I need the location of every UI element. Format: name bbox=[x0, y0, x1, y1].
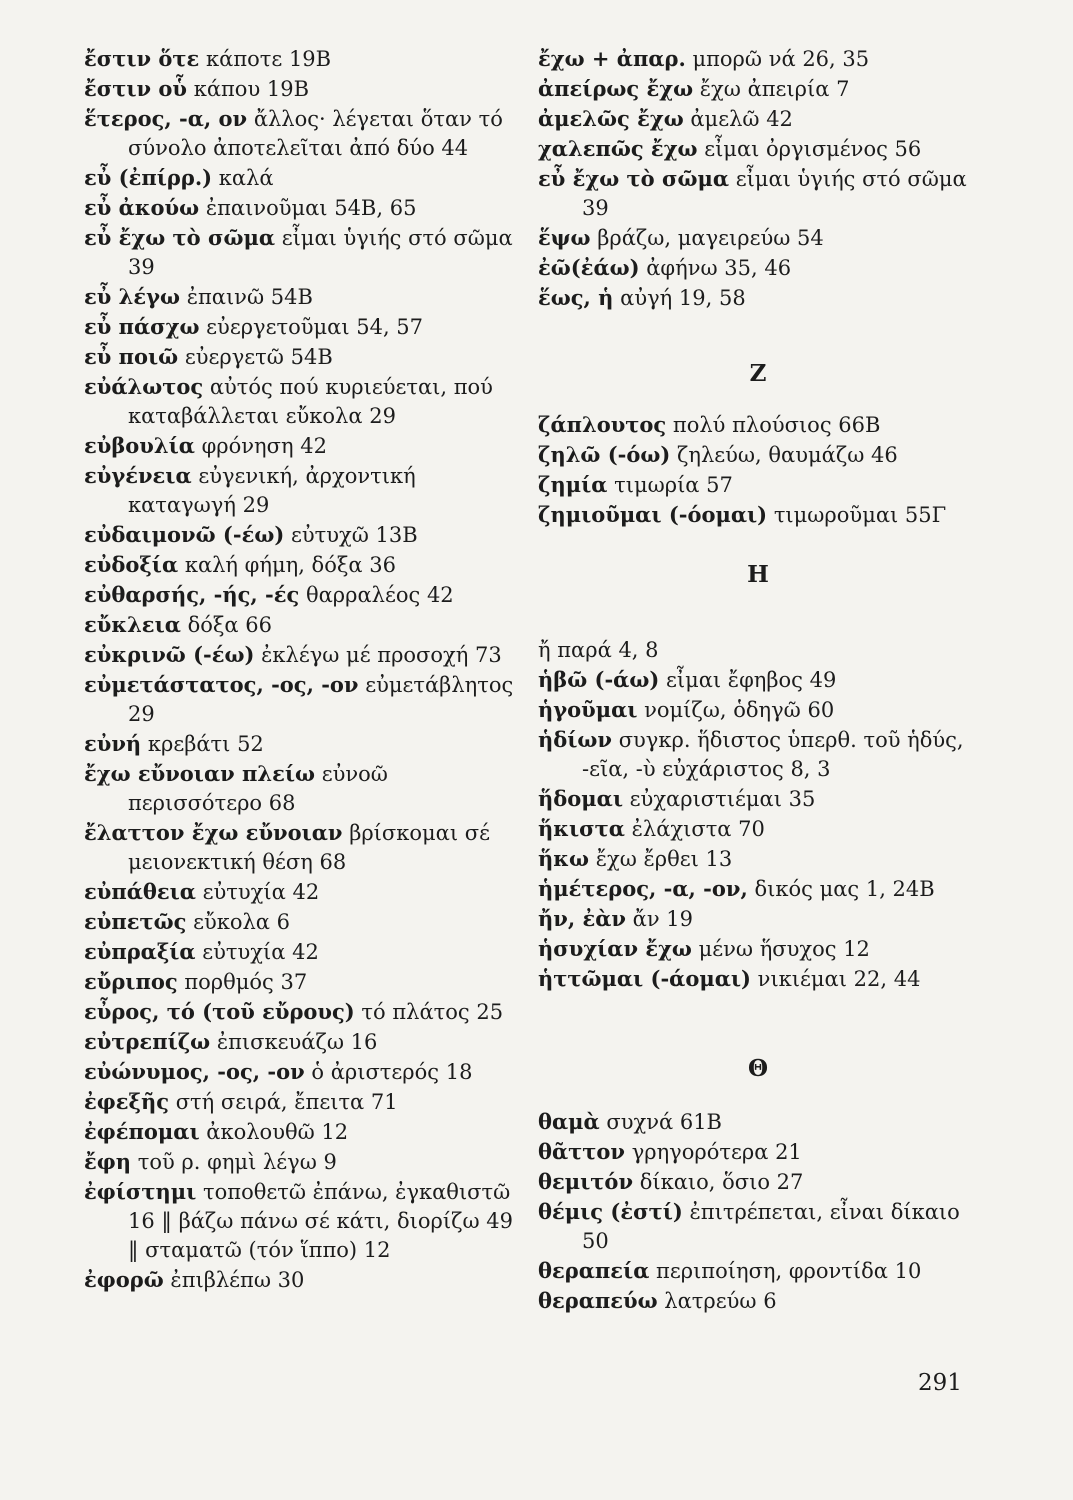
entry-headword: ἡμέτερος, -α, -ον, bbox=[538, 876, 748, 901]
index-entry bbox=[84, 520, 524, 550]
entry-headword: ἥκω bbox=[538, 846, 590, 871]
entry-definition: θαρραλέος 42 bbox=[305, 583, 454, 607]
entry-definition: ζηλεύω, θαυμάζω 46 bbox=[677, 443, 898, 467]
left-entry-list bbox=[84, 44, 524, 1295]
index-entry bbox=[84, 550, 524, 580]
entry-definition: μένω ἥσυχος 12 bbox=[698, 937, 870, 961]
entry-definition: εὐμετάβλητος 29 bbox=[128, 673, 514, 726]
entry-headword: ἡδίων bbox=[538, 727, 613, 752]
index-entry bbox=[538, 665, 978, 695]
index-entry bbox=[84, 44, 524, 74]
entry-definition: βρίσκομαι σέ μειονεκτική θέση 68 bbox=[128, 821, 490, 874]
entry-headword: ἔφη bbox=[84, 1149, 132, 1174]
entry-definition: αὐτός πού κυριεύεται, πού καταβάλλεται εὔκολα 29 bbox=[128, 375, 493, 428]
entry-headword: χαλεπῶς ἔχω bbox=[538, 136, 698, 161]
entry-definition: ἐκλέγω μέ προσοχή 73 bbox=[261, 643, 502, 667]
index-entry bbox=[538, 814, 978, 844]
entry-headword: θᾶττον bbox=[538, 1139, 626, 1164]
entry-definition: ἀκολουθῶ 12 bbox=[206, 1120, 349, 1144]
entry-headword: εὐάλωτος bbox=[84, 374, 204, 399]
entry-definition: εὐτυχία 42 bbox=[202, 940, 319, 964]
entry-definition: ἐπαινοῦμαι 54Β, 65 bbox=[205, 196, 417, 220]
entry-definition: εὐεργετῶ 54Β bbox=[184, 345, 333, 369]
page-number: 291 bbox=[918, 1370, 962, 1396]
index-entry bbox=[538, 784, 978, 814]
index-entry bbox=[538, 1197, 978, 1256]
entry-headword: εὐνή bbox=[84, 731, 142, 756]
index-entry bbox=[84, 1147, 524, 1177]
entry-headword: εὐώνυμος, -ος, -ον bbox=[84, 1059, 305, 1084]
entry-definition: βράζω, μαγειρεύω 54 bbox=[597, 226, 824, 250]
index-entry bbox=[538, 470, 978, 500]
entry-headword: ἔχω + ἀπαρ. bbox=[538, 46, 686, 71]
entry-headword: θέμις (ἐστί) bbox=[538, 1199, 683, 1224]
index-entry bbox=[84, 1057, 524, 1087]
entry-headword: θεραπεία bbox=[538, 1258, 650, 1283]
entry-definition: τοῦ ρ. φημὶ λέγω 9 bbox=[137, 1150, 337, 1174]
entry-headword: εὐβουλία bbox=[84, 433, 195, 458]
entry-definition: πολύ πλούσιος 66Β bbox=[672, 413, 881, 437]
index-entry bbox=[84, 312, 524, 342]
entry-definition: φρόνηση 42 bbox=[201, 434, 327, 458]
entry-headword: ἐφορῶ bbox=[84, 1267, 164, 1292]
index-entry bbox=[538, 1107, 978, 1137]
entry-definition: δίκαιο, ὅσιο 27 bbox=[639, 1170, 804, 1194]
entry-definition: κρεβάτι 52 bbox=[147, 732, 264, 756]
entry-headword: ἔλαττον ἔχω εὔνοιαν bbox=[84, 820, 343, 845]
section-h-entries bbox=[538, 635, 978, 994]
entry-definition: δικός μας 1, 24Β bbox=[754, 877, 935, 901]
entry-definition: εἶμαι ὑγιής στό σῶμα 39 bbox=[128, 226, 513, 279]
index-entry bbox=[538, 1256, 978, 1286]
index-entry bbox=[84, 640, 524, 670]
index-entry bbox=[84, 1117, 524, 1147]
entry-headword: ζηλῶ (-όω) bbox=[538, 442, 671, 467]
entry-headword: εὖ (ἐπίρρ.) bbox=[84, 165, 213, 190]
entry-headword: ἤν, ἐὰν bbox=[538, 906, 626, 931]
entry-headword: θεμιτόν bbox=[538, 1169, 634, 1194]
entry-headword: ἔστιν οὗ bbox=[84, 76, 188, 101]
index-entry bbox=[538, 44, 978, 74]
index-entry bbox=[84, 907, 524, 937]
entry-headword: ἐφίστημι bbox=[84, 1179, 197, 1204]
index-entry bbox=[538, 164, 978, 223]
section-th-entries bbox=[538, 1107, 978, 1316]
entry-definition: μπορῶ νά 26, 35 bbox=[692, 47, 870, 71]
entry-definition: ἔχω ἔρθει 13 bbox=[595, 847, 733, 871]
index-entry bbox=[538, 844, 978, 874]
entry-headword: εὖρος, τό (τοῦ εὔρους) bbox=[84, 999, 355, 1024]
index-entry bbox=[538, 104, 978, 134]
entry-definition: εὐνοῶ περισσότερο 68 bbox=[128, 762, 388, 815]
entry-headword: εὔριπος bbox=[84, 969, 178, 994]
entry-headword: εὐμετάστατος, -ος, -ον bbox=[84, 672, 359, 697]
entry-headword: εὖ ἔχω τὸ σῶμα bbox=[538, 166, 729, 191]
entry-definition: περιποίηση, φροντίδα 10 bbox=[656, 1259, 922, 1283]
index-entry bbox=[84, 1027, 524, 1057]
index-entry bbox=[538, 1286, 978, 1316]
entry-headword: ἡσυχίαν ἔχω bbox=[538, 936, 692, 961]
entry-definition: πορθμός 37 bbox=[184, 970, 308, 994]
index-entry bbox=[84, 1265, 524, 1295]
entry-definition: ἐπιτρέπεται, εἶναι δίκαιο 50 bbox=[582, 1200, 960, 1253]
index-entry bbox=[84, 759, 524, 818]
entry-headword: εὐκρινῶ (-έω) bbox=[84, 642, 255, 667]
entry-definition: ἐπαινῶ 54Β bbox=[186, 285, 313, 309]
entry-definition: ἔχω ἀπειρία 7 bbox=[699, 77, 850, 101]
entry-definition: στή σειρά, ἔπειτα 71 bbox=[175, 1090, 398, 1114]
entry-headword: εὐτρεπίζω bbox=[84, 1029, 211, 1054]
entry-headword: εὐπετῶς bbox=[84, 909, 187, 934]
entry-headword: θεραπεύω bbox=[538, 1288, 658, 1313]
section-letter-h: Η bbox=[747, 561, 769, 588]
index-entry bbox=[84, 431, 524, 461]
entry-headword: εὐδοξία bbox=[84, 552, 179, 577]
index-entry bbox=[84, 461, 524, 520]
entry-headword: ἕψω bbox=[538, 225, 591, 250]
index-entry bbox=[84, 74, 524, 104]
entry-headword: εὖ λέγω bbox=[84, 284, 180, 309]
entry-definition: ἀμελῶ 42 bbox=[690, 107, 793, 131]
entry-headword: ἥκιστα bbox=[538, 816, 625, 841]
entry-headword: εὐδαιμονῶ (-έω) bbox=[84, 522, 285, 547]
index-entry bbox=[84, 223, 524, 282]
entry-headword: θαμὰ bbox=[538, 1109, 600, 1134]
entry-headword: ἐῶ(ἐάω) bbox=[538, 255, 640, 280]
entry-headword: ζημία bbox=[538, 472, 608, 497]
entry-definition: ὁ ἀριστερός 18 bbox=[311, 1060, 473, 1084]
entry-headword: ἥδομαι bbox=[538, 786, 623, 811]
index-entry bbox=[538, 223, 978, 253]
entry-definition: εἶμαι ὀργισμένος 56 bbox=[704, 137, 922, 161]
entry-headword: ζημιοῦμαι (-όομαι) bbox=[538, 502, 768, 527]
section-letter-th: Θ bbox=[747, 1055, 769, 1082]
index-entry bbox=[84, 729, 524, 759]
entry-headword: εὐγένεια bbox=[84, 463, 192, 488]
index-entry bbox=[538, 283, 978, 313]
index-entry bbox=[84, 670, 524, 729]
entry-headword: ἡττῶμαι (-άομαι) bbox=[538, 966, 751, 991]
index-entry bbox=[84, 372, 524, 431]
entry-definition: ἄλλος· λέγεται ὅταν τό σύνολο ἀποτελεῖται ἀπό δύο 44 bbox=[128, 107, 503, 160]
entry-headword: ἀμελῶς ἔχω bbox=[538, 106, 684, 131]
index-entry bbox=[84, 937, 524, 967]
section-letter-z: Ζ bbox=[749, 360, 767, 387]
index-entry bbox=[84, 818, 524, 877]
index-entry bbox=[84, 342, 524, 372]
index-entry bbox=[84, 610, 524, 640]
entry-definition: τιμωροῦμαι 55Γ bbox=[773, 503, 947, 527]
index-entry bbox=[84, 282, 524, 312]
entry-headword: ἀπείρως ἔχω bbox=[538, 76, 694, 101]
entry-definition: συχνά 61Β bbox=[606, 1110, 722, 1134]
index-entry bbox=[84, 997, 524, 1027]
entry-headword: εὐπραξία bbox=[84, 939, 196, 964]
entry-definition: ἤ παρά 4, 8 bbox=[538, 638, 659, 662]
right-column bbox=[538, 44, 978, 1316]
index-entry bbox=[538, 74, 978, 104]
index-entry bbox=[84, 877, 524, 907]
entry-headword: ἕτερος, -α, ον bbox=[84, 106, 248, 131]
index-entry bbox=[84, 580, 524, 610]
index-entry bbox=[538, 1167, 978, 1197]
index-entry bbox=[538, 134, 978, 164]
index-entry bbox=[538, 695, 978, 725]
index-entry bbox=[538, 440, 978, 470]
entry-definition: κάπου 19Β bbox=[193, 77, 310, 101]
index-entry bbox=[538, 410, 978, 440]
right-entry-list bbox=[538, 44, 978, 313]
entry-definition: νομίζω, ὁδηγῶ 60 bbox=[644, 698, 835, 722]
index-entry bbox=[84, 967, 524, 997]
entry-definition: εὐχαριστιέμαι 35 bbox=[629, 787, 816, 811]
entry-definition: τιμωρία 57 bbox=[614, 473, 733, 497]
entry-headword: ἡγοῦμαι bbox=[538, 697, 638, 722]
index-entry bbox=[84, 1087, 524, 1117]
entry-headword: ἡβῶ (-άω) bbox=[538, 667, 660, 692]
index-entry bbox=[84, 193, 524, 223]
index-entry bbox=[538, 904, 978, 934]
entry-definition: εὐεργετοῦμαι 54, 57 bbox=[206, 315, 424, 339]
entry-definition: εἶμαι ἔφηβος 49 bbox=[665, 668, 837, 692]
entry-definition: συγκρ. ἥδιστος ὑπερθ. τοῦ ἡδύς, -εῖα, -ὺ εὐχάριστος 8, 3 bbox=[582, 728, 964, 781]
index-entry bbox=[538, 874, 978, 904]
index-entry bbox=[84, 104, 524, 163]
entry-definition: κάποτε 19Β bbox=[206, 47, 332, 71]
left-column bbox=[84, 44, 524, 1295]
entry-headword: ζάπλουτος bbox=[538, 412, 667, 437]
entry-definition: τοποθετῶ ἐπάνω, ἐγκαθιστῶ 16 ‖ βάζω πάνω σέ κάτι, διορίζω 49 ‖ σταματῶ (τόν ἵππο) 12 bbox=[128, 1180, 514, 1262]
entry-definition: τό πλάτος 25 bbox=[361, 1000, 504, 1024]
entry-headword: εὖ ἔχω τὸ σῶμα bbox=[84, 225, 275, 250]
entry-definition: νικιέμαι 22, 44 bbox=[757, 967, 921, 991]
entry-headword: ἔχω εὔνοιαν πλείω bbox=[84, 761, 316, 786]
entry-definition: ἐπισκευάζω 16 bbox=[216, 1030, 378, 1054]
index-entry bbox=[538, 253, 978, 283]
entry-headword: ἕως, ἡ bbox=[538, 285, 614, 310]
entry-definition: ἐπιβλέπω 30 bbox=[170, 1268, 305, 1292]
entry-definition: δόξα 66 bbox=[187, 613, 273, 637]
entry-definition: εὐτυχία 42 bbox=[202, 880, 320, 904]
entry-definition: εὐτυχῶ 13Β bbox=[290, 523, 418, 547]
entry-headword: εὐπάθεια bbox=[84, 879, 196, 904]
entry-headword: εὐθαρσής, -ής, -ές bbox=[84, 582, 300, 607]
index-entry bbox=[538, 934, 978, 964]
entry-headword: εὖ ποιῶ bbox=[84, 344, 179, 369]
index-entry bbox=[84, 1177, 524, 1265]
entry-definition: εὔκολα 6 bbox=[193, 910, 291, 934]
entry-definition: ἀφήνω 35, 46 bbox=[646, 256, 792, 280]
entry-headword: ἐφεξῆς bbox=[84, 1089, 170, 1114]
entry-headword: ἐφέπομαι bbox=[84, 1119, 200, 1144]
entry-definition: αὐγή 19, 58 bbox=[620, 286, 746, 310]
section-z-entries bbox=[538, 410, 978, 530]
index-entry bbox=[538, 725, 978, 784]
entry-definition: καλή φήμη, δόξα 36 bbox=[184, 553, 396, 577]
entry-headword: εὔκλεια bbox=[84, 612, 181, 637]
entry-headword: ἔστιν ὅτε bbox=[84, 46, 200, 71]
entry-definition: λατρεύω 6 bbox=[664, 1289, 777, 1313]
entry-definition: γρηγορότερα 21 bbox=[631, 1140, 802, 1164]
entry-definition: ἄν 19 bbox=[632, 907, 694, 931]
entry-headword: εὖ ἀκούω bbox=[84, 195, 200, 220]
index-entry bbox=[84, 163, 524, 193]
entry-headword: εὖ πάσχω bbox=[84, 314, 200, 339]
entry-definition: εἶμαι ὑγιής στό σῶμα 39 bbox=[582, 167, 967, 220]
index-entry bbox=[538, 1137, 978, 1167]
entry-definition: εὐγενική, ἀρχοντική καταγωγή 29 bbox=[128, 464, 416, 517]
index-entry bbox=[538, 635, 978, 665]
entry-definition: καλά bbox=[218, 166, 274, 190]
index-entry bbox=[538, 500, 978, 530]
entry-definition: ἐλάχιστα 70 bbox=[631, 817, 765, 841]
index-entry bbox=[538, 964, 978, 994]
